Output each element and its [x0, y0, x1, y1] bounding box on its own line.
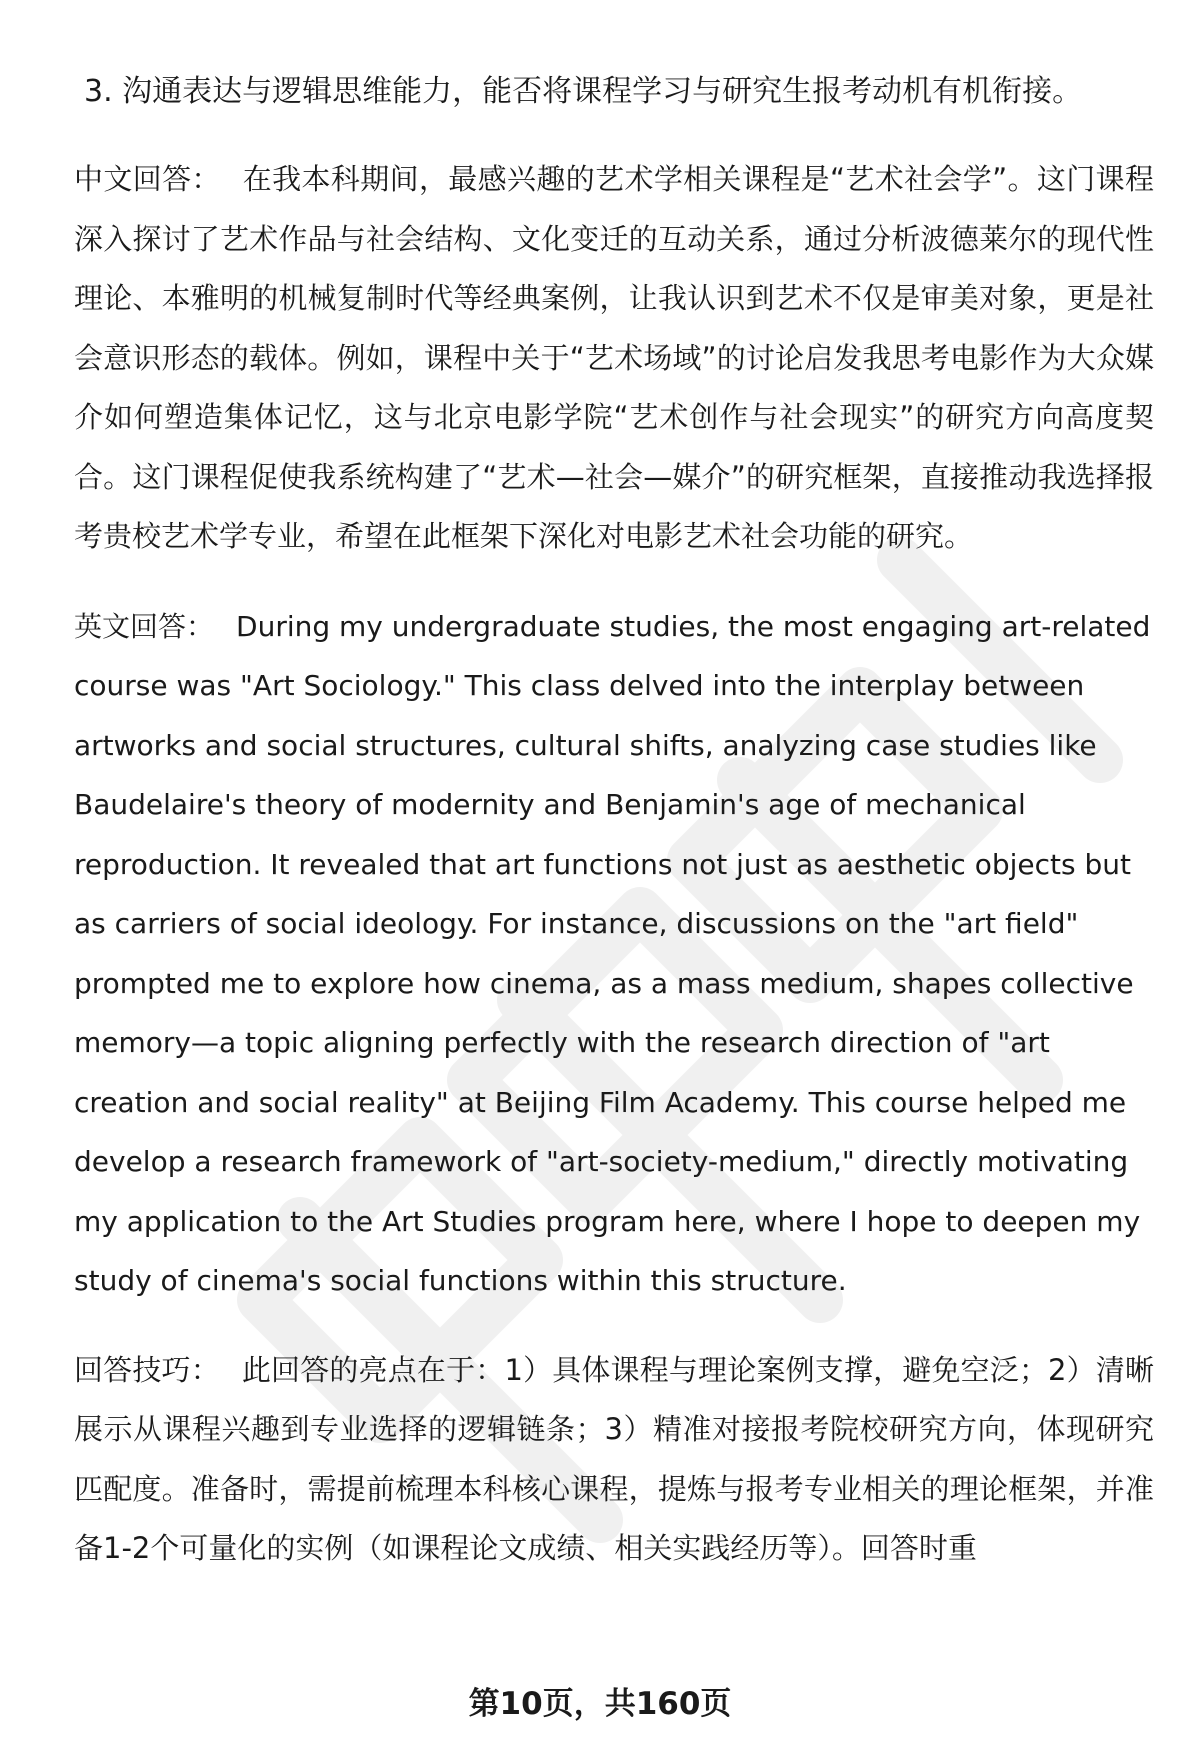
chinese-answer-label: 中文回答：: [74, 162, 221, 196]
chinese-answer-text: 在我本科期间，最感兴趣的艺术学相关课程是“艺术社会学”。这门课程深入探讨了艺术作品与社会结构、文化变迁的互动关系，通过分析波德莱尔的现代性理论、本雅明的机械复制时代等经典案例，让我认识到艺术不仅是审美对象，更是社会意识形态的载体。例如，课程中关于“艺术场域”的讨论启发我思考电影作为大众媒介如何塑造集体记忆，这与北京电影学院“艺术创作与社会现实”的研究方向高度契合。这门课程促使我系统构建了“艺术—社会—媒介”的研究框架，直接推动我选择报考贵校艺术学专业，希望在此框架下深化对电影艺术社会功能的研究。: [74, 162, 1154, 553]
english-answer-paragraph: [74, 597, 1154, 1311]
tips-paragraph: [74, 1341, 1154, 1579]
question-item: 3. 沟通表达与逻辑思维能力，能否将课程学习与研究生报考动机有机衔接。: [84, 74, 1083, 109]
tips-text: 此回答的亮点在于：1）具体课程与理论案例支撑，避免空泛；2）清晰展示从课程兴趣到专业选择的逻辑链条；3）精准对接报考院校研究方向，体现研究匹配度。准备时，需提前梳理本科核心课程，提炼与报考专业相关的理论框架，并准备1-2个可量化的实例（如课程论文成绩、相关实践经历等）。回答时重: [74, 1352, 1154, 1565]
english-answer-text: During my undergraduate studies, the most engaging art-related course was "Art Sociology." This class delved into the interplay between artworks and social structures, cultural shifts, analyzing case studies like Baudelaire's theory of modernity and Benjamin's age of mechanical reproduction. It revealed that art functions not just as aesthetic objects but as carriers of social ideology. For instance, discussions on the "art field" prompted me to explore how cinema, as a mass medium, shapes collective memory—a topic aligning perfectly with the research direction of "art creation and social reality" at Beijing Film Academy. This course helped me develop a research framework of "art-society-medium," directly motivating my application to the Art Studies program here, where I hope to deepen my study of cinema's social functions within this structure.: [74, 609, 1151, 1297]
english-answer-label: 英文回答：: [74, 609, 215, 643]
chinese-answer-paragraph: [74, 150, 1154, 567]
page-indicator: 第10页，共160页: [468, 1686, 732, 1722]
document-page: [74, 62, 1154, 1609]
tips-label: 回答技巧：: [74, 1352, 220, 1387]
